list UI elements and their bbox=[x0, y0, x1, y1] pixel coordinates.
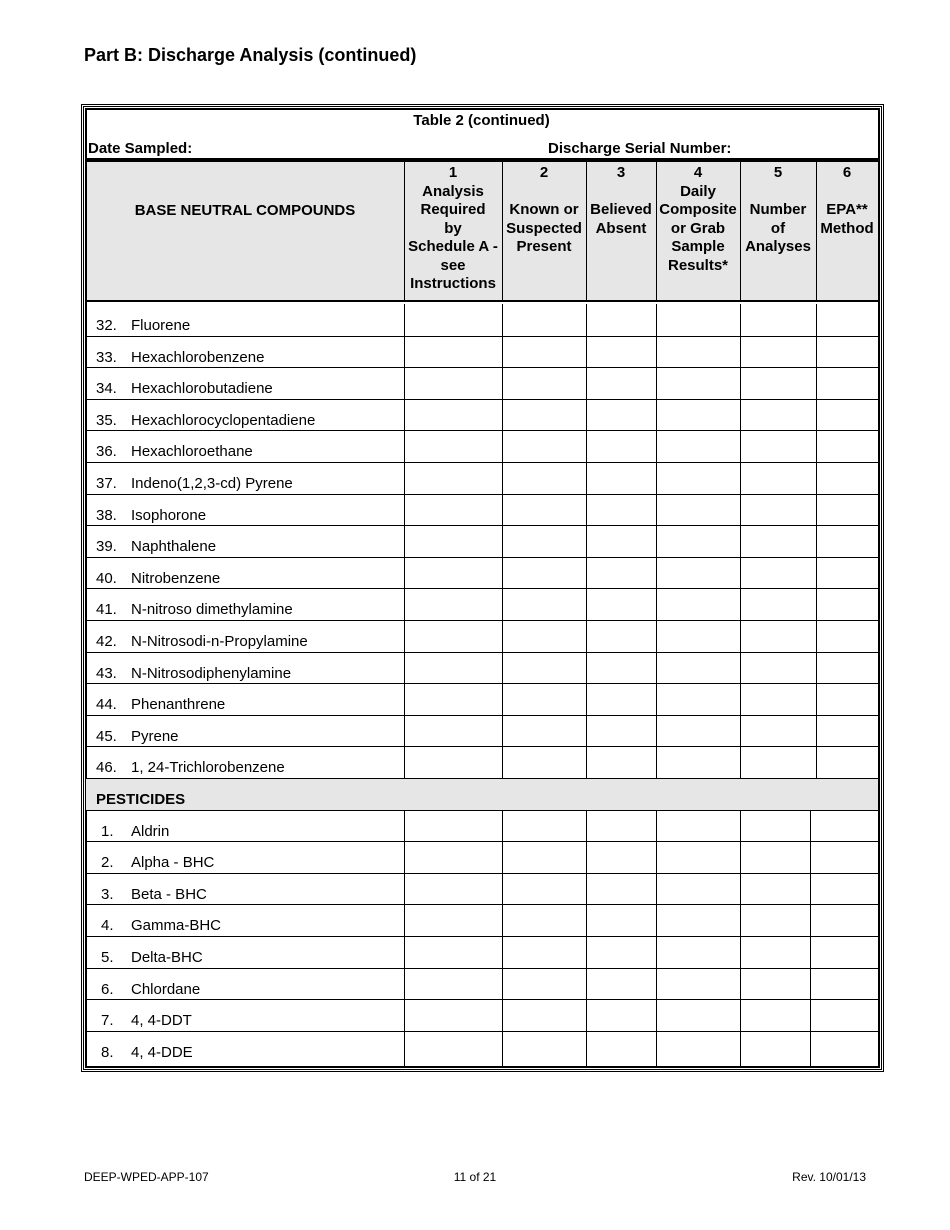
pesticides-shade bbox=[86, 779, 878, 810]
column-header-6: 6 EPA** Method bbox=[820, 164, 874, 237]
row-number: 43. bbox=[96, 664, 117, 682]
table-row bbox=[86, 999, 878, 1031]
column-divider bbox=[740, 304, 741, 778]
page-title: Part B: Discharge Analysis (continued) bbox=[84, 45, 417, 65]
table-row bbox=[86, 1031, 878, 1063]
compound-name: Naphthalene bbox=[131, 538, 217, 556]
base-neutral-header: BASE NEUTRAL COMPOUNDS bbox=[134, 202, 356, 219]
column-divider bbox=[740, 810, 741, 1066]
table-row bbox=[86, 936, 878, 968]
compound-name: N-nitroso dimethylamine bbox=[131, 601, 293, 619]
row-number: 1. bbox=[101, 822, 114, 840]
row-number: 38. bbox=[96, 506, 117, 524]
column-header-5: 5 Number of Analyses bbox=[745, 164, 811, 255]
compound-name: Hexachlorobutadiene bbox=[131, 380, 273, 398]
column-header-4: 4 Daily Composite or Grab Sample Results* bbox=[659, 164, 737, 274]
table-row bbox=[86, 968, 878, 1000]
row-number: 44. bbox=[96, 696, 117, 714]
column-divider bbox=[656, 810, 657, 1066]
row-number: 32. bbox=[96, 317, 117, 334]
pesticide-name: Beta - BHC bbox=[131, 885, 207, 903]
column-divider bbox=[586, 810, 587, 1066]
column-divider bbox=[810, 810, 811, 1066]
compound-name: Isophorone bbox=[131, 506, 207, 524]
row-number: 33. bbox=[96, 348, 117, 366]
row-number: 34. bbox=[96, 380, 117, 398]
column-header-1: 1 Analysis Required by Schedule A - see Instructions bbox=[408, 164, 498, 292]
pesticide-name: Delta-BHC bbox=[131, 949, 203, 966]
compound-name: N-Nitrosodiphenylamine bbox=[131, 664, 292, 682]
pesticide-name: 4, 4-DDT bbox=[131, 1012, 192, 1030]
row-number: 8. bbox=[101, 1043, 114, 1061]
table-row bbox=[86, 715, 878, 747]
pesticide-name: Aldrin bbox=[131, 822, 170, 840]
row-number: 6. bbox=[101, 980, 114, 998]
compound-name: Hexachlorocyclopentadiene bbox=[131, 411, 316, 429]
column-header-2: 2 Known or Suspected Present bbox=[506, 164, 582, 255]
compound-name: Hexachloroethane bbox=[131, 443, 253, 461]
column-divider bbox=[502, 810, 503, 1066]
column-header-3: 3 Believed Absent bbox=[590, 164, 652, 237]
discharge-serial-label: Discharge Serial Number: bbox=[548, 140, 732, 157]
compound-name: Pyrene bbox=[131, 727, 179, 745]
row-number: 4. bbox=[101, 917, 114, 935]
date-sampled-label: Date Sampled: bbox=[88, 140, 193, 157]
pesticide-name: 4, 4-DDE bbox=[131, 1043, 193, 1061]
page-number: 11 of 21 bbox=[453, 1170, 497, 1184]
compound-name: Hexachlorobenzene bbox=[131, 348, 265, 366]
pesticide-name: Alpha - BHC bbox=[131, 854, 215, 872]
table-row bbox=[86, 304, 878, 336]
column-divider bbox=[656, 304, 657, 778]
compound-name: Phenanthrene bbox=[131, 696, 226, 714]
compound-name: Indeno(1,2,3-cd) Pyrene bbox=[131, 475, 293, 492]
row-number: 37. bbox=[96, 475, 117, 492]
row-number: 45. bbox=[96, 727, 117, 745]
pesticide-name: Gamma-BHC bbox=[131, 917, 222, 935]
table-title: Table 2 (continued) bbox=[413, 112, 550, 129]
row-number: 7. bbox=[101, 1012, 114, 1030]
row-number: 5. bbox=[101, 949, 114, 966]
column-divider bbox=[404, 304, 405, 778]
column-divider bbox=[586, 304, 587, 778]
compound-name: 1, 24-Trichlorobenzene bbox=[131, 759, 285, 777]
column-divider bbox=[502, 304, 503, 778]
compound-name: Nitrobenzene bbox=[131, 569, 221, 587]
form-id: DEEP-WPED-APP-107 bbox=[84, 1170, 209, 1184]
pesticides-header: PESTICIDES bbox=[96, 791, 186, 808]
row-number: 46. bbox=[96, 759, 117, 777]
row-number: 2. bbox=[101, 854, 114, 872]
row-number: 36. bbox=[96, 443, 117, 461]
row-number: 3. bbox=[101, 885, 114, 903]
column-divider bbox=[816, 304, 817, 778]
row-number: 35. bbox=[96, 411, 117, 429]
table-row bbox=[86, 810, 878, 842]
revision-date: Rev. 10/01/13 bbox=[792, 1170, 866, 1184]
row-number: 40. bbox=[96, 569, 117, 587]
row-number: 39. bbox=[96, 538, 117, 556]
row-number: 42. bbox=[96, 633, 117, 650]
pesticide-name: Chlordane bbox=[131, 980, 201, 998]
row-number: 41. bbox=[96, 601, 117, 619]
column-divider bbox=[404, 810, 405, 1066]
compound-name: Fluorene bbox=[131, 317, 191, 334]
compound-name: N-Nitrosodi-n-Propylamine bbox=[131, 633, 308, 650]
